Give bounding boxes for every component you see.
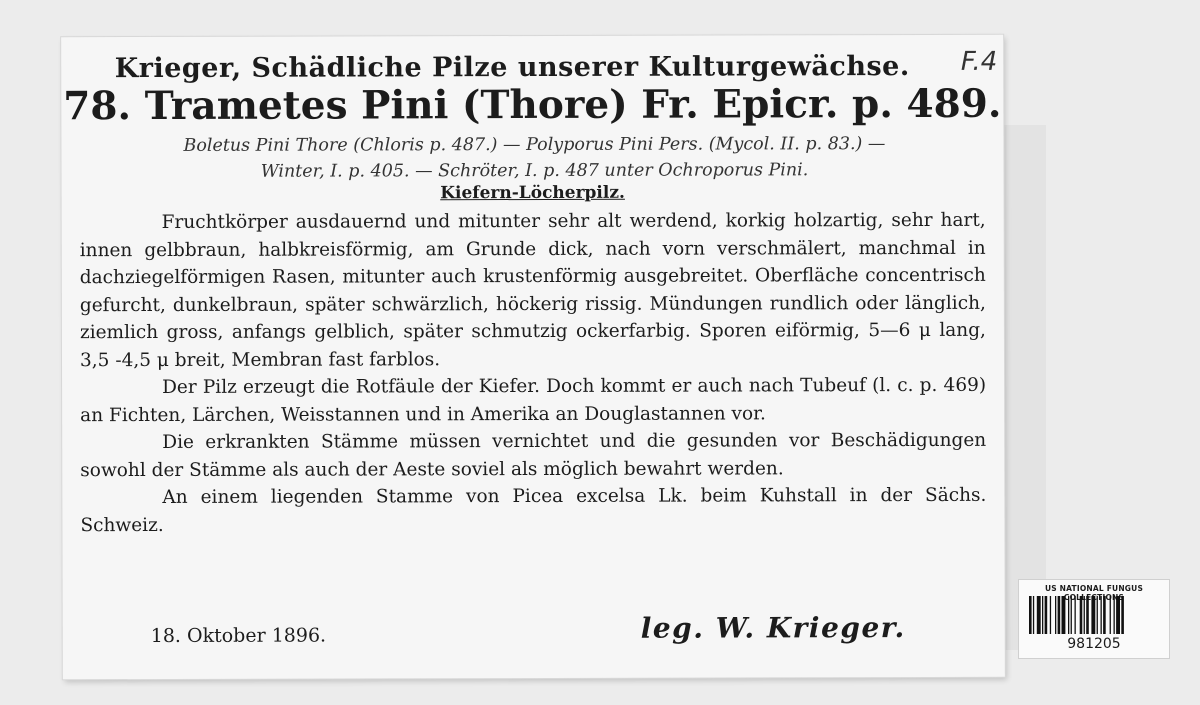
description-paragraph: Fruchtkörper ausdauernd und mitunter sehr alt werdend, korkig holzartig, sehr hart, innen gelbbraun, halbkreisförmig, am Grunde dick, nach vorn verschmälert, manchmal in dachziegelförmigen Rasen, mitunter auch krustenförmig ausgebreitet. Oberfläche concentrisch gefurcht, dunkelbraun, später schwärzlich, höckerig rissig. Mündungen rundlich oder länglich, ziemlich gross, anfangs gelblich, später schmutzig ockerfarbig. Sporen eiförmig, 5—6 μ lang, 3,5 -4,5 μ breit, Membran fast farblos. bbox=[79, 209, 986, 371]
description-paragraph: Der Pilz erzeugt die Rotfäule der Kiefer. Doch kommt er auch nach Tubeuf (l. c. p. 469) an Fichten, Lärchen, Weisstannen und in Amerika an Douglastannen vor. bbox=[80, 374, 987, 426]
vernacular-name: Kiefern-Löcherpilz. bbox=[440, 182, 625, 204]
barcode-icon bbox=[1029, 596, 1159, 634]
specimen-label bbox=[61, 35, 1005, 679]
synonym-line: Winter, I. p. 405. — Schröter, I. p. 487 unter Ochroporus Pini. bbox=[260, 160, 809, 182]
barcode-label bbox=[1018, 579, 1170, 659]
species-title: 78. Trametes Pini (Thore) Fr. Epicr. p. 489. bbox=[63, 80, 1002, 130]
barcode-number: 981205 bbox=[1067, 636, 1121, 652]
collector: leg. W. Krieger. bbox=[640, 611, 906, 645]
description-body bbox=[80, 207, 987, 539]
collection-date: 18. Oktober 1896. bbox=[150, 624, 327, 648]
handwritten-note: F.4 bbox=[960, 46, 998, 77]
series-title: Krieger, Schädliche Pilze unserer Kulturgewächse. bbox=[114, 51, 910, 85]
description-paragraph: Die erkrankten Stämme müssen vernichtet und die gesunden vor Beschädigungen sowohl der Stämme als auch der Aeste soviel als möglich bewahrt werden. bbox=[80, 429, 987, 481]
barcode-header: US NATIONAL FUNGUS bbox=[1044, 584, 1144, 593]
synonym-line: Boletus Pini Thore (Chloris p. 487.) — Polyporus Pini Pers. (Mycol. II. p. 83.) — bbox=[183, 134, 886, 156]
locality-paragraph: An einem liegenden Stamme von Picea excelsa Lk. beim Kuhstall in der Sächs. Schweiz. bbox=[80, 484, 987, 536]
synonyms bbox=[79, 131, 989, 185]
